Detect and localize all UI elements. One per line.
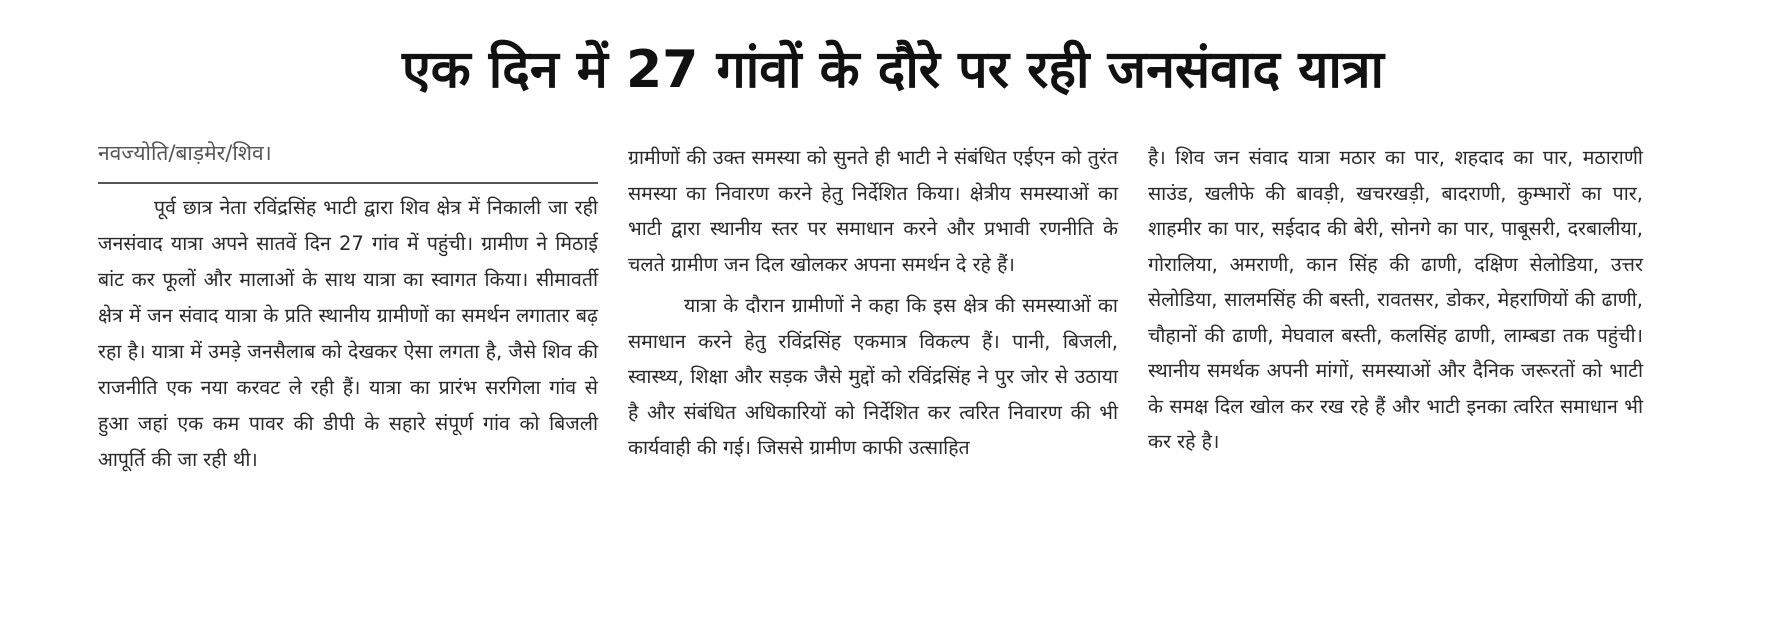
headline: एक दिन में 27 गांवों के दौरे पर रही जनसंवाद यात्रा bbox=[401, 40, 1385, 100]
paragraph: ग्रामीणों की उक्त समस्या को सुनते ही भाटी ने संबंधित एईएन को तुरंत समस्या का निवारण करने हेतु निर्देशित किया। क्षेत्रीय समस्याओं का भाटी द्वारा स्थानीय स्तर पर समाधान करने और प्रभावी रणनीति के चलते ग्रामीण जन दिल खोलकर अपना समर्थन दे रहे हैं। bbox=[628, 146, 1118, 276]
article-column-1 bbox=[98, 140, 598, 478]
byline: नवज्योति/बाड़मेर/शिव। bbox=[98, 138, 598, 184]
article-column-2 bbox=[628, 140, 1118, 466]
paragraph: पूर्व छात्र नेता रविंद्रसिंह भाटी द्वारा शिव क्षेत्र में निकाली जा रही जनसंवाद यात्रा अपने सातवें दिन 27 गांव में पहुंची। ग्रामीण ने मिठाई बांट कर फूलों और मालाओं के साथ यात्रा का स्वागत किया। सीमावर्ती क्षेत्र में जन संवाद यात्रा के प्रति स्थानीय ग्रामीणों का समर्थन लगातार बढ़ रहा है। यात्रा में उमड़े जनसैलाब को देखकर ऐसा लगता है, जैसे शिव की राजनीति एक नया करवट ले रही हैं। यात्रा का प्रारंभ सरगिला गांव से हुआ जहां एक कम पावर की डीपी के सहारे संपूर्ण गांव को बिजली आपूर्ति की जा रही थी। bbox=[98, 196, 598, 471]
article-column-3 bbox=[1148, 140, 1643, 460]
paragraph: यात्रा के दौरान ग्रामीणों ने कहा कि इस क्षेत्र की समस्याओं का समाधान करने हेतु रविंद्रसिंह एकमात्र विकल्प हैं। पानी, बिजली, स्वास्थ्य, शिक्षा और सड़क जैसे मुद्दों को रविंद्रसिंह ने पुर जोर से उठाया है और संबंधित अधिकारियों को निर्देशित कर त्वरित निवारण की भी कार्यवाही की गई। जिससे ग्रामीण काफी उत्साहित bbox=[628, 294, 1118, 459]
paragraph: है। शिव जन संवाद यात्रा मठार का पार, शहदाद का पार, मठाराणी साउंड, खलीफे की बावड़ी, खचरखड़ी, बादराणी, कुम्भारों का पार, शाहमीर का पार, सईदाद की बेरी, सोनगे का पार, पाबूसरी, दरबालीया, गोरालिया, अमराणी, कान सिंह की ढाणी, दक्षिण सेलोडिया, उत्तर सेलोडिया, सालमसिंह की बस्ती, रावतसर, डोकर, मेहराणियों की ढाणी, चौहानों की ढाणी, मेघवाल बस्ती, कलसिंह ढाणी, लाम्बडा तक पहुंची। स्थानीय समर्थक अपनी मांगों, समस्याओं और दैनिक जरूरतों को भाटी के समक्ष दिल खोल कर रख रहे हैं और भाटी इनका त्वरित समाधान भी कर रहे है। bbox=[1148, 146, 1643, 453]
